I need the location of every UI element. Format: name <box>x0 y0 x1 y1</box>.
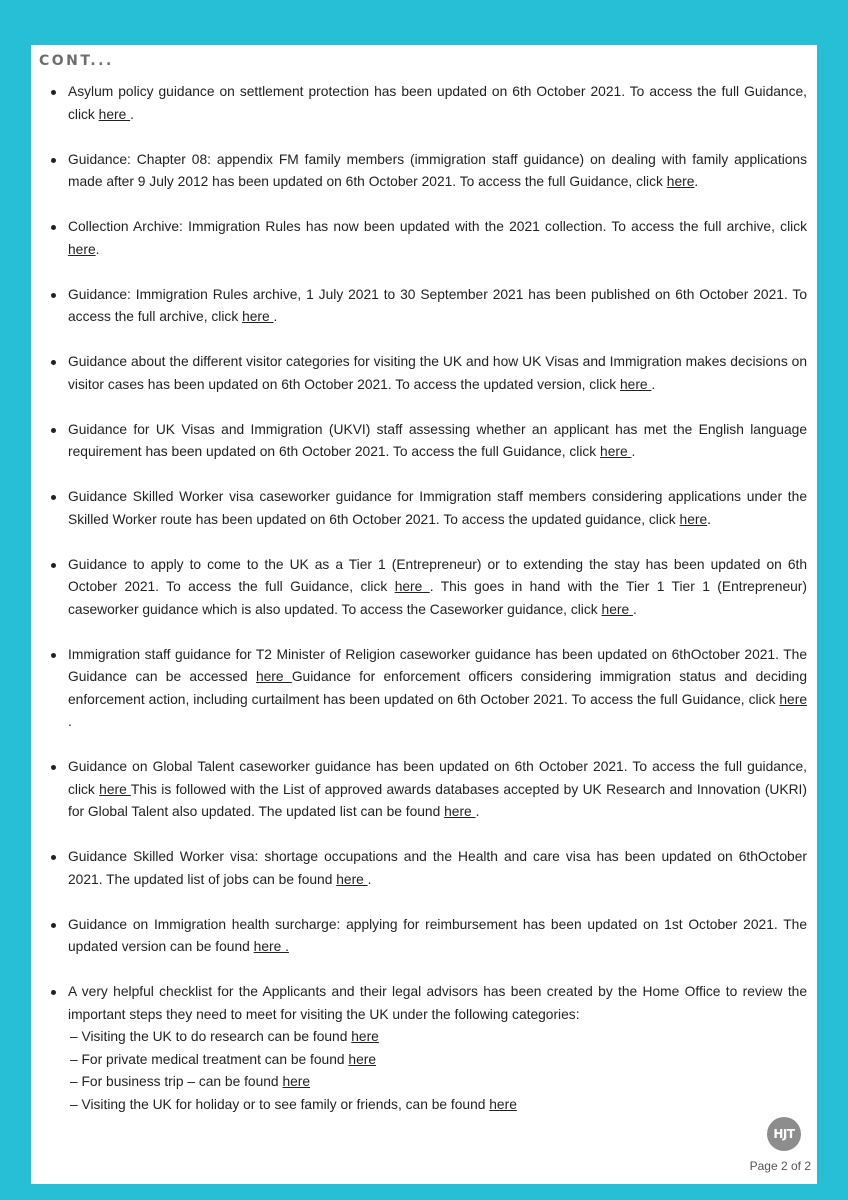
list-item <box>68 981 807 1116</box>
item-text: . <box>475 804 480 819</box>
item-text: Guidance Skilled Worker visa: shortage occupations and the Health and care visa has been updated on 6thOctober 2021. The updated list of jobs can be found <box>68 849 807 887</box>
item-text: Collection Archive: Immigration Rules has now been updated with the 2021 collection. To access the full archive, click <box>68 219 807 234</box>
list-item <box>68 644 807 734</box>
here-link[interactable]: here <box>394 579 430 594</box>
list-item <box>68 81 807 126</box>
here-link[interactable]: here <box>779 691 807 707</box>
list-item <box>68 756 807 824</box>
here-link[interactable]: here <box>348 1051 377 1067</box>
item-text: Guidance: Chapter 08: appendix FM family members (immigration staff guidance) on dealing with family applications made after 9 July 2012 has been updated on 6th October 2021. To access the full Guidance, click <box>68 151 807 189</box>
sub-list-item <box>68 1026 807 1049</box>
item-text: Guidance: Immigration Rules archive, 1 July 2021 to 30 September 2021 has been published on 6th October 2021. To access the full archive, click <box>68 286 807 324</box>
item-text: Guidance Skilled Worker visa caseworker guidance for Immigration staff members considering applications under the Skilled Worker route has been updated on 6th October 2021. To access the updated guidance, click <box>68 489 807 527</box>
item-text: Guidance on Immigration health surcharge: applying for reimbursement has been updated on 1st October 2021. The updated version can be found <box>68 916 807 954</box>
here-link[interactable]: here . <box>253 939 289 954</box>
item-text: Guidance on Global Talent caseworker guidance has been updated on 6th October 2021. To access the full guidance, click <box>68 759 807 797</box>
page-number: Page 2 of 2 <box>749 1159 811 1173</box>
page <box>31 45 817 1184</box>
here-link[interactable]: here <box>600 444 632 459</box>
item-text: Guidance for enforcement officers considering immigration status and deciding enforcement action, including curtailment has been updated on 6th October 2021. To access the full Guidance, click <box>68 669 808 707</box>
here-link[interactable]: here <box>444 804 476 819</box>
sub-list-item <box>68 1049 807 1072</box>
item-text: . <box>130 106 134 122</box>
item-text: – For private medical treatment can be found <box>70 1051 349 1067</box>
here-link[interactable]: here <box>99 781 131 797</box>
list-item <box>68 419 807 464</box>
item-text: . <box>631 444 636 459</box>
item-text: . <box>651 376 656 392</box>
here-link[interactable]: here <box>351 1029 379 1044</box>
here-link[interactable]: here <box>255 669 292 684</box>
here-link[interactable]: here <box>98 106 131 122</box>
list-item <box>68 149 807 194</box>
here-link[interactable]: here <box>242 309 274 324</box>
list-item <box>68 216 807 261</box>
item-text: Guidance to apply to come to the UK as a Tier 1 (Entrepreneur) or to extending the stay has been updated on 6th October 2021. To access the full Guidance, click <box>68 556 807 594</box>
here-link[interactable]: here <box>601 601 633 617</box>
list-item <box>68 486 807 531</box>
item-text: Guidance about the different visitor categories for visiting the UK and how UK Visas and Immigration makes decisions on visitor cases has been updated on 6th October 2021. To access the updated version, click <box>68 354 807 392</box>
sub-list-item <box>68 1071 807 1094</box>
here-link[interactable]: here <box>679 511 708 527</box>
update-list <box>31 81 807 1139</box>
list-item <box>68 846 807 891</box>
here-link[interactable]: here <box>489 1096 517 1112</box>
item-text: This is followed with the List of approved awards databases accepted by UK Research and Innovation (UKRI) for Global Talent also updated. The updated list can be found <box>68 781 807 819</box>
item-text: . <box>68 714 72 729</box>
item-text: – Visiting the UK for holiday or to see family or friends, can be found <box>70 1096 490 1112</box>
item-text: . <box>273 309 278 324</box>
item-text: . This goes in hand with the Tier 1 Tier 1 (Entrepreneur) caseworker guidance which is also updated. To access the Caseworker guidance, click <box>68 579 807 617</box>
item-text: Asylum policy guidance on settlement protection has been updated on 6th October 2021. To access the full Guidance, click <box>68 84 807 122</box>
item-text: . <box>632 601 637 617</box>
hjt-logo: HJT <box>767 1117 801 1151</box>
item-text: Immigration staff guidance for T2 Minister of Religion caseworker guidance has been updated on 6thOctober 2021. The Guidance can be accessed <box>68 646 807 684</box>
list-item <box>68 351 807 396</box>
page-heading: CONT... <box>39 53 114 69</box>
here-link[interactable]: here <box>619 376 652 392</box>
item-text: . <box>707 511 712 527</box>
list-item <box>68 284 807 329</box>
item-text: A very helpful checklist for the Applicants and their legal advisors has been created by the Home Office to review the important steps they need to meet for visiting the UK under the following categories: <box>68 984 807 1022</box>
list-item <box>68 554 807 622</box>
item-text: . <box>694 174 699 189</box>
item-text: Guidance for UK Visas and Immigration (UKVI) staff assessing whether an applicant has met the English language requirement has been updated on 6th October 2021. To access the full Guidance, click <box>68 421 807 459</box>
list-item <box>68 914 807 959</box>
item-text: – Visiting the UK to do research can be found <box>70 1029 352 1044</box>
sub-list-item <box>68 1094 807 1117</box>
item-text: – For business trip – can be found <box>70 1074 283 1089</box>
here-link[interactable]: here <box>336 871 368 887</box>
here-link[interactable]: here <box>68 241 96 257</box>
here-link[interactable]: here <box>666 174 695 189</box>
item-text: . <box>95 241 100 257</box>
here-link[interactable]: here <box>282 1074 311 1089</box>
item-text: . <box>367 871 372 887</box>
